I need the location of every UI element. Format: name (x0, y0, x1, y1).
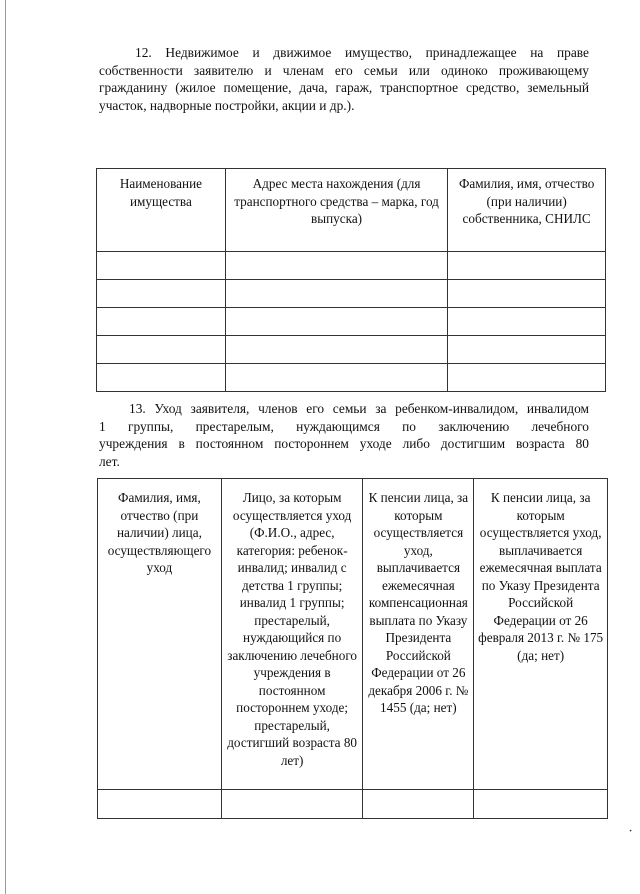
table-cell[interactable] (97, 308, 226, 336)
column-header-owner: Фамилия, имя, отчество (при наличии) собственника, СНИЛС (448, 169, 606, 252)
table-cell[interactable] (225, 280, 447, 308)
table-cell[interactable] (221, 790, 363, 819)
table-cell[interactable] (97, 280, 226, 308)
table-cell[interactable] (225, 336, 447, 364)
section-12-text (99, 44, 589, 114)
table-cell[interactable] (363, 790, 474, 819)
table-cell[interactable] (448, 280, 606, 308)
table-row (97, 280, 606, 308)
table-cell[interactable] (97, 252, 226, 280)
table-row (97, 252, 606, 280)
column-header-address: Адрес места нахождения (для транспортного средства – марка, год выпуска) (225, 169, 447, 252)
section-12-line: участок, надворные постройки, акции и др.). (99, 97, 355, 113)
table-header-row (98, 479, 608, 790)
table-cell[interactable] (448, 308, 606, 336)
table-cell[interactable] (225, 252, 447, 280)
table-cell[interactable] (448, 364, 606, 392)
section-13-line: учреждения в постоянном постороннем уходе либо достигшим возраста 80 (99, 436, 589, 451)
section-12-line: собственности заявителю и членам его семьи или одиноко проживающему (99, 62, 589, 78)
section-13-line: лет. (99, 453, 120, 469)
table-cell[interactable] (225, 308, 447, 336)
care-table (97, 478, 608, 819)
table-cell[interactable] (225, 364, 447, 392)
pen-mark: · (625, 823, 638, 840)
column-header-caregiver: Фамилия, имя, отчество (при наличии) лица, осуществляющего уход (98, 479, 222, 790)
table-cell[interactable] (98, 790, 222, 819)
section-12-line: 12. Недвижимое и движимое имущество, принадлежащее на праве (135, 45, 589, 60)
property-table (96, 168, 606, 392)
table-cell[interactable] (474, 790, 608, 819)
column-header-cared-person: Лицо, за которым осуществляется уход (Ф.И.О., адрес, категория: ребенок-инвалид; инвалид с детства 1 группы; инвалид 1 группы; престарелый, нуждающийся по заключению лечебного учреждения в постоянном постороннем уходе; престарелый, достигший возраста 80 лет) (221, 479, 363, 790)
page-edge-line (5, 0, 6, 894)
table-row (97, 336, 606, 364)
table-row (97, 308, 606, 336)
section-12-line: гражданину (жилое помещение, дача, гараж, транспортное средство, земельный (99, 80, 589, 95)
column-header-compensation-1455: К пенсии лица, за которым осуществляется уход, выплачивается ежемесячная компенсационная выплата по Указу Президента Российской Федерации от 26 декабря 2006 г. № 1455 (да; нет) (363, 479, 474, 790)
column-header-payment-175: К пенсии лица, за которым осуществляется уход, выплачивается ежемесячная выплата по Указу Президента Российской Федерации от 26 февраля 2013 г. № 175 (да; нет) (474, 479, 608, 790)
table-cell[interactable] (448, 336, 606, 364)
section-13-text (99, 400, 589, 470)
table-cell[interactable] (97, 336, 226, 364)
table-cell[interactable] (97, 364, 226, 392)
section-13-line: 1 группы, престарелым, нуждающимся по заключению лечебного (99, 418, 589, 434)
section-13-line: 13. Уход заявителя, членов его семьи за ребенком-инвалидом, инвалидом (129, 401, 589, 416)
table-header-row (97, 169, 606, 252)
column-header-property-name: Наименование имущества (97, 169, 226, 252)
table-row (98, 790, 608, 819)
table-row (97, 364, 606, 392)
table-cell[interactable] (448, 252, 606, 280)
